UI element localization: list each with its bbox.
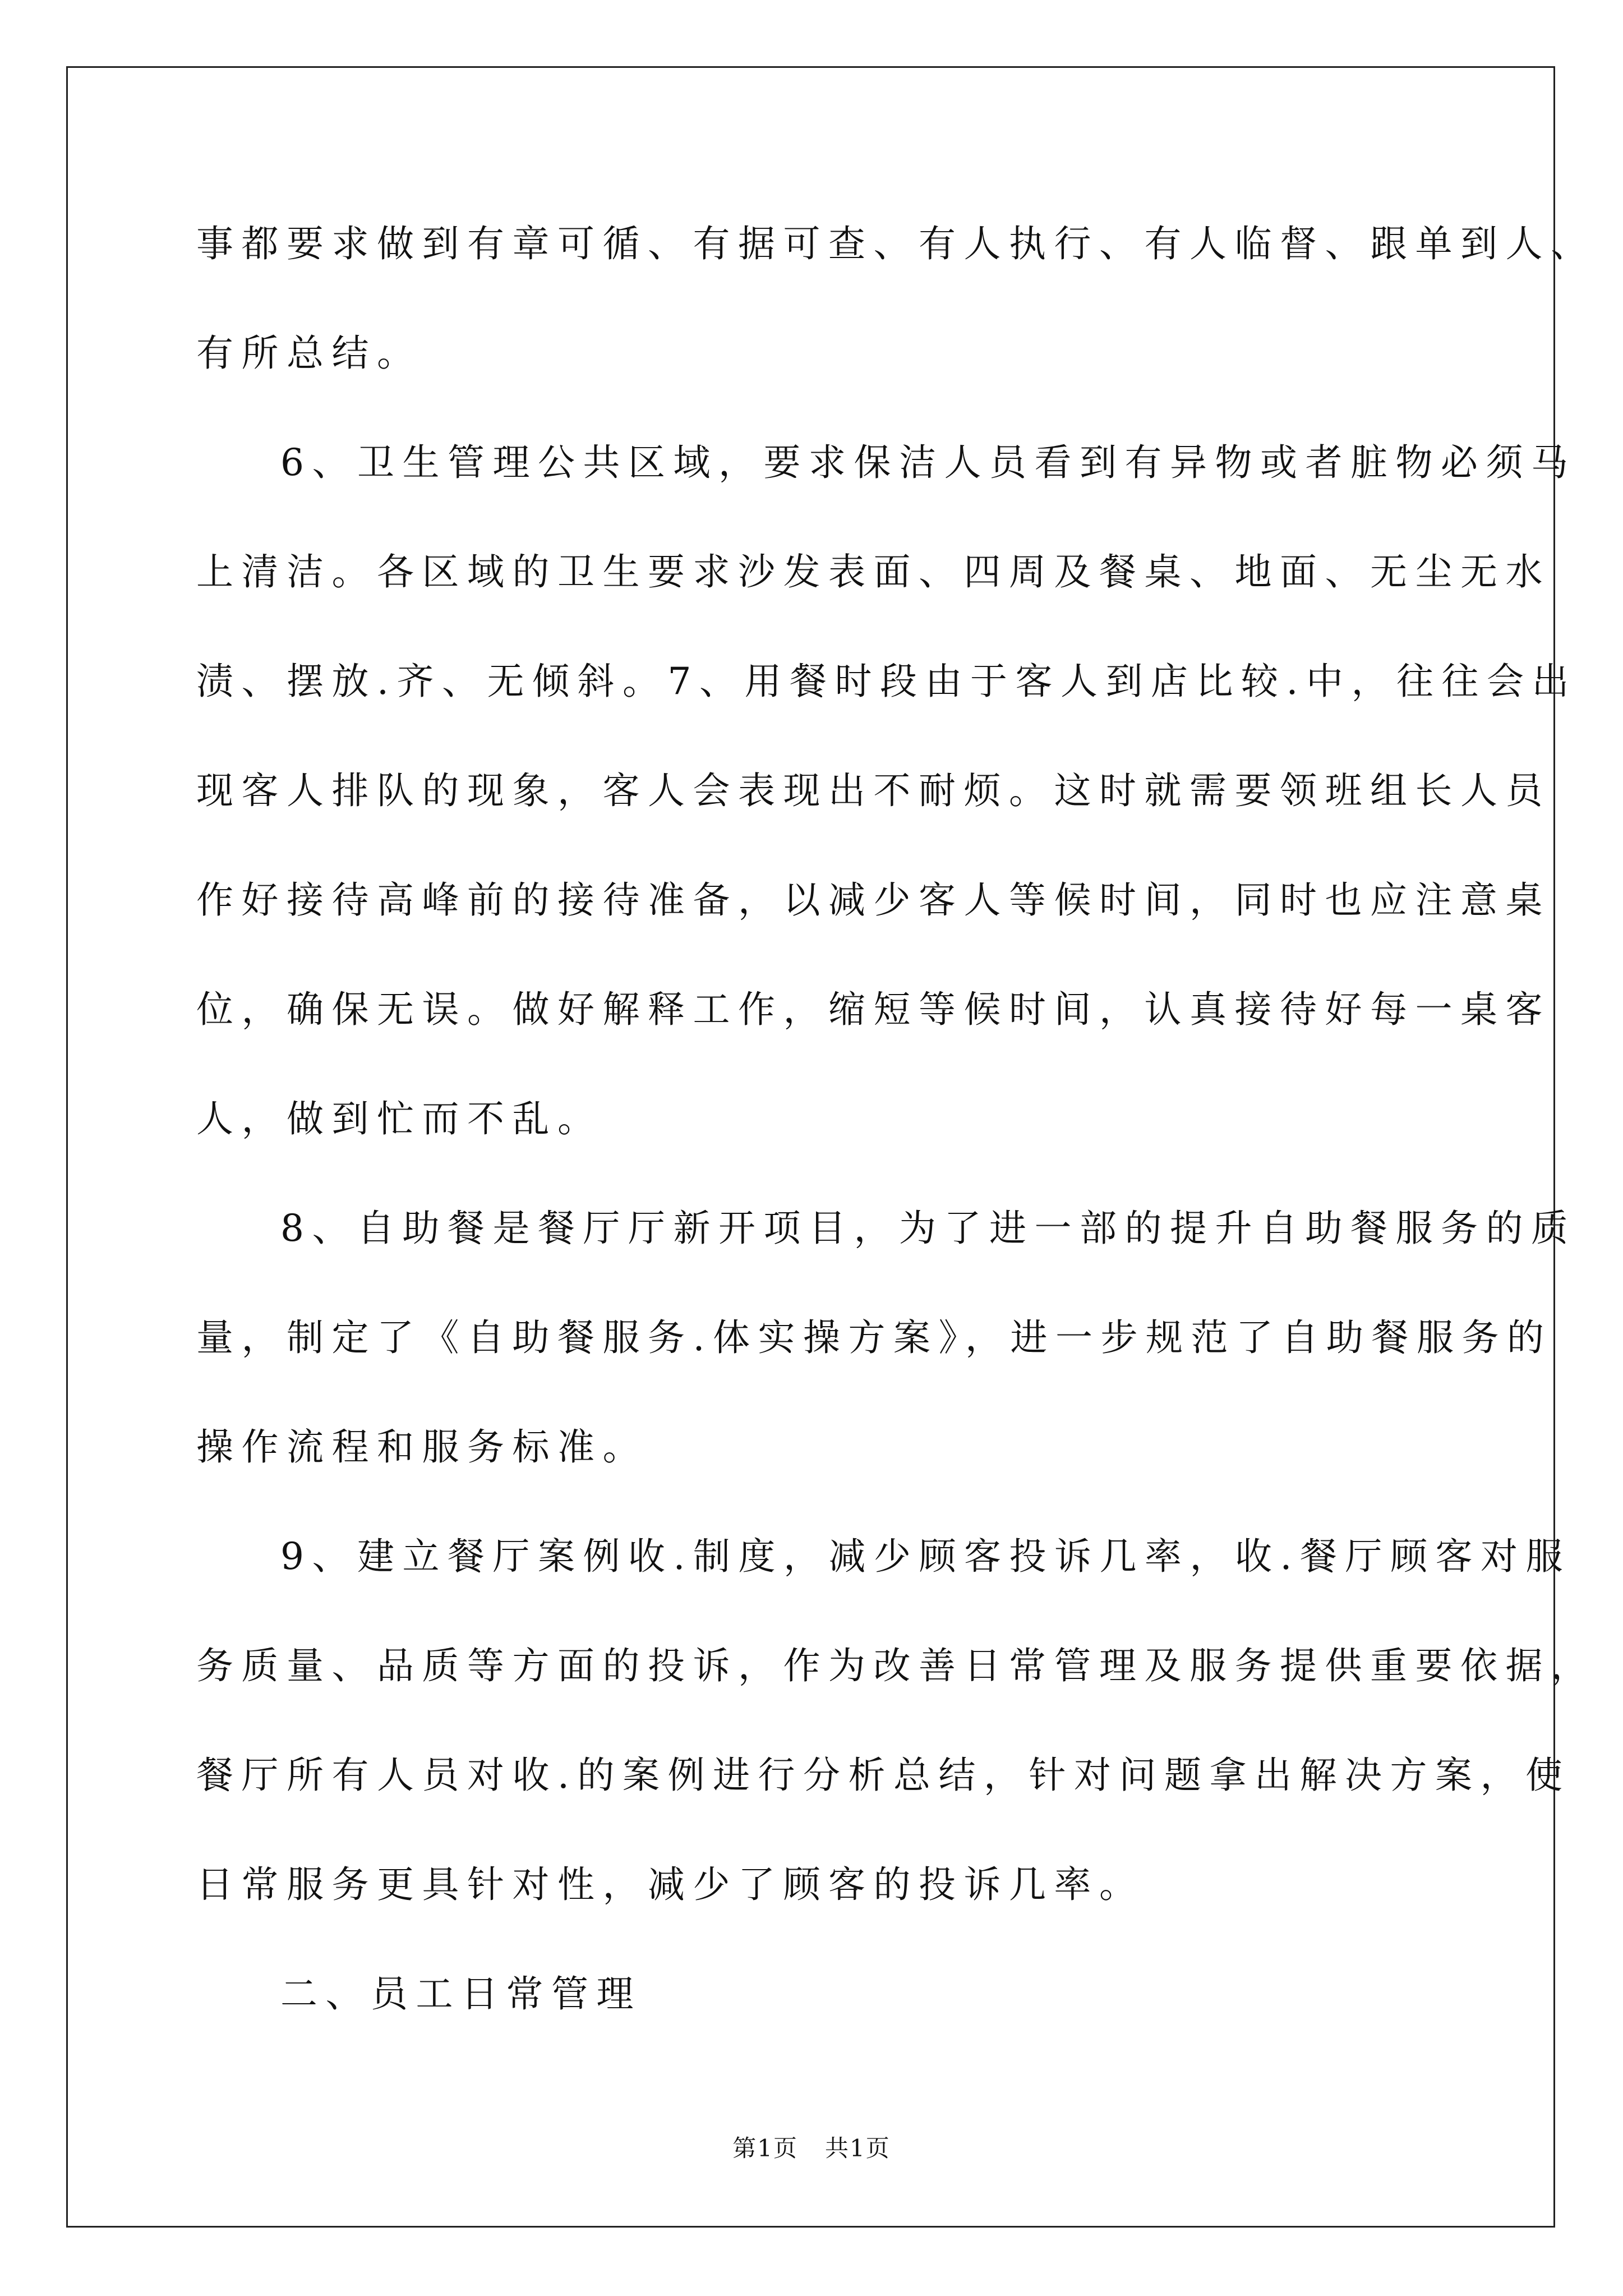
text-line: 位，确保无误。做好解释工作，缩短等候时间，认真接待好每一桌客	[196, 988, 1551, 1031]
text-line: 餐厅所有人员对收.的案例进行分析总结，针对问题拿出解决方案，使	[196, 1754, 1571, 1797]
text-line: 上清洁。各区域的卫生要求沙发表面、四周及餐桌、地面、无尘无水	[196, 550, 1551, 593]
paragraph-8-line: 8、自助餐是餐厅厅新开项目，为了进一部的提升自助餐服务的质	[280, 1207, 1576, 1250]
text-line: 现客人排队的现象，客人会表现出不耐烦。这时就需要领班组长人员	[196, 769, 1551, 812]
text-line: 事都要求做到有章可循、有据可查、有人执行、有人临督、跟单到人、	[196, 222, 1596, 265]
text-line: 务质量、品质等方面的投诉，作为改善日常管理及服务提供重要依据，	[196, 1644, 1596, 1687]
paragraph-6-line: 6、卫生管理公共区域，要求保洁人员看到有异物或者脏物必须马	[280, 441, 1576, 484]
document-body	[196, 213, 1596, 2073]
page-total: 共1页	[825, 2134, 891, 2162]
page-number: 第1页	[732, 2134, 798, 2162]
text-line: 量，制定了《自助餐服务.体实操方案》，进一步规范了自助餐服务的	[196, 1316, 1552, 1359]
text-line: 作好接待高峰前的接待准备，以减少客人等候时间，同时也应注意桌	[196, 878, 1551, 922]
text-line: 操作流程和服务标准。	[196, 1425, 648, 1469]
text-line: 有所总结。	[196, 332, 422, 375]
text-line: 渍、摆放.齐、无倾斜。7、用餐时段由于客人到店比较.中，往往会出	[196, 660, 1577, 703]
text-line: 人，做到忙而不乱。	[196, 1097, 603, 1140]
text-line: 日常服务更具针对性，减少了顾客的投诉几率。	[196, 1863, 1145, 1906]
paragraph-9-line: 9、建立餐厅案例收.制度，减少顾客投诉几率，收.餐厅顾客对服	[280, 1535, 1571, 1578]
page-footer	[0, 2132, 1623, 2165]
section-heading: 二、员工日常管理	[280, 1972, 642, 2016]
